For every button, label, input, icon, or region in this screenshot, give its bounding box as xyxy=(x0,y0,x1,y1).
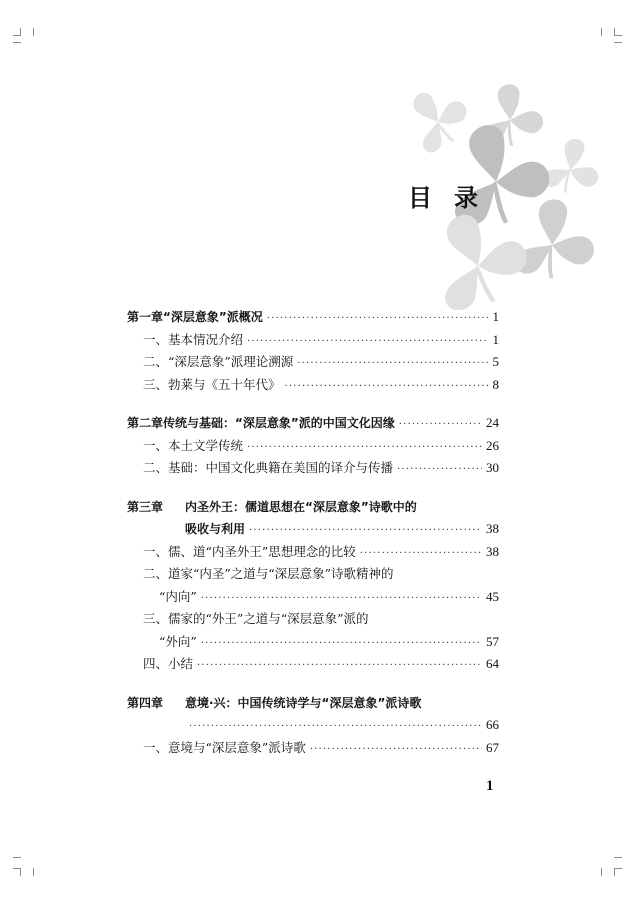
toc-section[interactable] xyxy=(127,374,499,397)
section-title: 三、勃莱与《五十年代》 xyxy=(143,376,281,392)
toc-section[interactable] xyxy=(127,541,499,564)
toc-section[interactable] xyxy=(127,457,499,480)
dot-leader xyxy=(310,739,482,762)
chapter-title-line1: 内圣外王：儒道思想在“深层意象”诗歌中的 xyxy=(185,499,417,514)
chapter-title: 意境·兴：中国传统诗学与“深层意象”派诗歌 xyxy=(185,695,422,710)
section-title-line1: 三、儒家的“外王”之道与“深层意象”派的 xyxy=(143,611,369,626)
toc-chapter-4-cont[interactable] xyxy=(127,714,499,737)
dot-leader xyxy=(297,353,488,376)
toc-chapter-2[interactable] xyxy=(127,412,499,435)
page-number: 57 xyxy=(486,633,499,649)
dot-leader xyxy=(360,543,482,566)
dot-leader xyxy=(397,459,482,482)
chapter-number: 第二章 xyxy=(127,416,164,430)
dot-leader xyxy=(267,308,489,331)
toc-section[interactable] xyxy=(127,563,499,586)
page-number: 67 xyxy=(486,739,499,755)
toc-section[interactable] xyxy=(127,435,499,458)
page-number: 26 xyxy=(486,437,499,453)
toc-chapter-3-cont[interactable] xyxy=(127,518,499,541)
page-number: 1 xyxy=(492,331,499,347)
dot-leader xyxy=(197,655,482,678)
table-of-contents xyxy=(127,306,499,759)
dot-leader xyxy=(201,633,482,656)
page-folio: 1 xyxy=(486,778,494,794)
toc-chapter-4[interactable] xyxy=(127,692,499,715)
page-number: 1 xyxy=(492,309,499,324)
toc-section[interactable] xyxy=(127,351,499,374)
page-number: 24 xyxy=(486,415,499,430)
chapter-title-line2: 吸收与利用 xyxy=(185,522,246,536)
dot-leader xyxy=(247,437,482,460)
dot-leader xyxy=(249,520,482,543)
toc-section[interactable] xyxy=(127,653,499,676)
section-title: 二、“深层意象”派理论溯源 xyxy=(143,354,294,369)
toc-section-cont[interactable] xyxy=(127,631,499,654)
page-title: 目录 xyxy=(408,183,500,212)
page-number: 5 xyxy=(492,354,499,369)
toc-section[interactable] xyxy=(127,608,499,631)
section-title: 二、基础：中国文化典籍在美国的译介与传播 xyxy=(143,460,394,475)
toc-chapter-3[interactable] xyxy=(127,496,499,519)
toc-section[interactable] xyxy=(127,329,499,352)
page-number: 8 xyxy=(492,376,499,392)
toc-chapter-1[interactable] xyxy=(127,306,499,329)
page-number: 38 xyxy=(486,521,499,536)
page-number: 30 xyxy=(486,460,499,475)
section-title: 一、本土文学传统 xyxy=(143,437,244,453)
section-title: 四、小结 xyxy=(143,656,194,671)
chapter-title: “深层意象”派概况 xyxy=(163,310,263,324)
chapter-number: 第四章 xyxy=(127,695,164,710)
section-title-line2: “内向” xyxy=(159,588,197,604)
section-title: 一、基本情况介绍 xyxy=(143,331,244,347)
chapter-number: 第三章 xyxy=(127,499,164,514)
page-number: 38 xyxy=(486,543,499,559)
dot-leader xyxy=(285,376,489,399)
section-title: 一、儒、道“内圣外王”思想理念的比较 xyxy=(143,543,356,559)
dot-leader xyxy=(189,716,482,739)
dot-leader xyxy=(399,414,482,437)
chapter-number: 第一章 xyxy=(127,310,164,324)
toc-section[interactable] xyxy=(127,737,499,760)
page-number: 45 xyxy=(486,588,499,604)
toc-section-cont[interactable] xyxy=(127,586,499,609)
page-number: 64 xyxy=(486,656,499,671)
section-title-line2: “外向” xyxy=(159,633,197,649)
chapter-title: 传统与基础：“深层意象”派的中国文化因缘 xyxy=(163,416,395,430)
section-title-line1: 二、道家“内圣”之道与“深层意象”诗歌精神的 xyxy=(143,566,394,581)
page-number: 66 xyxy=(486,717,499,732)
section-title: 一、意境与“深层意象”派诗歌 xyxy=(143,739,306,755)
dot-leader xyxy=(201,588,482,611)
dot-leader xyxy=(247,331,488,354)
